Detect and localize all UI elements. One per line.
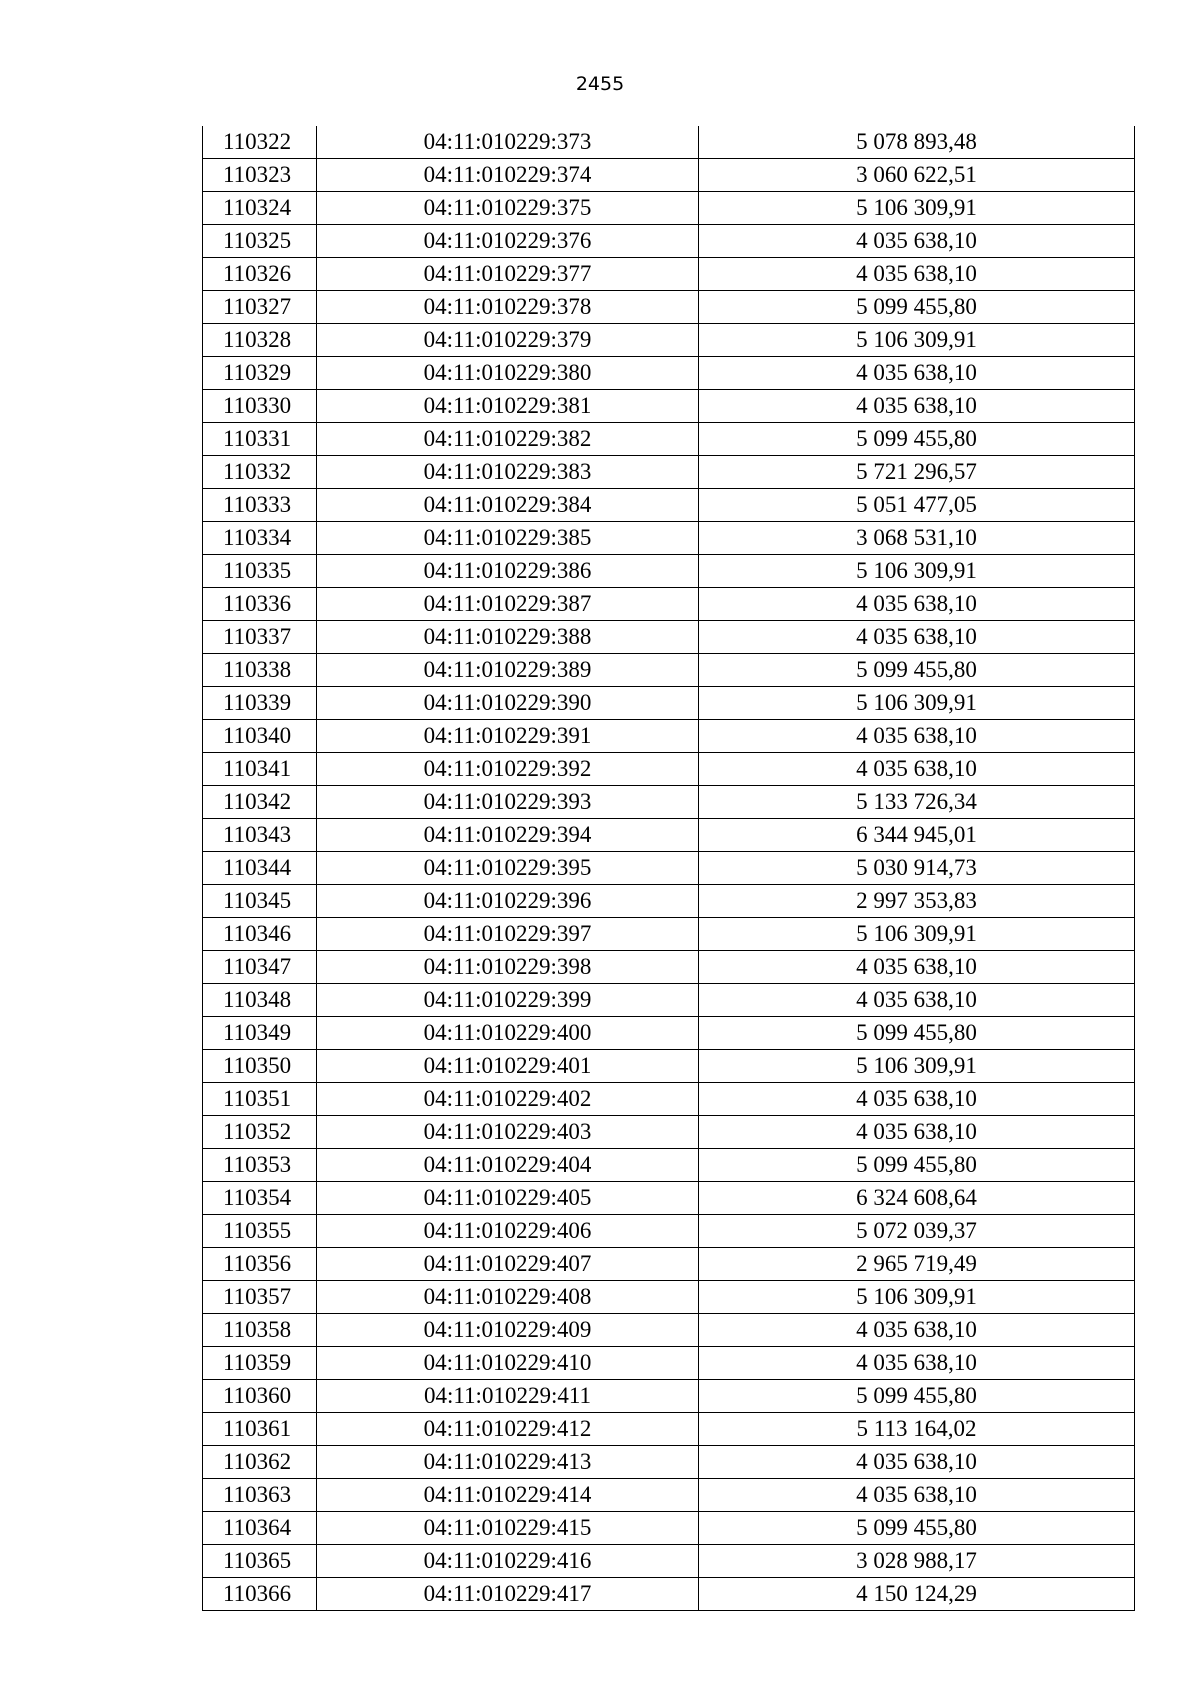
cadastral-value-cell: 4 035 638,10 xyxy=(699,1083,1135,1116)
row-number-cell: 110327 xyxy=(203,291,317,324)
cadastral-number-cell: 04:11:010229:376 xyxy=(317,225,699,258)
cadastral-value-cell: 3 060 622,51 xyxy=(699,159,1135,192)
cadastral-value-cell: 5 106 309,91 xyxy=(699,918,1135,951)
cadastral-value-cell: 5 099 455,80 xyxy=(699,1380,1135,1413)
row-number-cell: 110324 xyxy=(203,192,317,225)
row-number-cell: 110362 xyxy=(203,1446,317,1479)
row-number-cell: 110366 xyxy=(203,1578,317,1611)
cadastral-value-cell: 4 035 638,10 xyxy=(699,1347,1135,1380)
cadastral-value-cell: 4 035 638,10 xyxy=(699,1116,1135,1149)
cadastral-number-cell: 04:11:010229:408 xyxy=(317,1281,699,1314)
cadastral-number-cell: 04:11:010229:400 xyxy=(317,1017,699,1050)
cadastral-number-cell: 04:11:010229:396 xyxy=(317,885,699,918)
cadastral-value-cell: 5 099 455,80 xyxy=(699,1512,1135,1545)
cadastral-number-cell: 04:11:010229:415 xyxy=(317,1512,699,1545)
cadastral-value-cell: 5 099 455,80 xyxy=(699,1017,1135,1050)
cadastral-value-cell: 4 035 638,10 xyxy=(699,258,1135,291)
cadastral-value-cell: 4 035 638,10 xyxy=(699,1479,1135,1512)
table-row xyxy=(203,687,1135,720)
row-number-cell: 110325 xyxy=(203,225,317,258)
row-number-cell: 110348 xyxy=(203,984,317,1017)
cadastral-number-cell: 04:11:010229:394 xyxy=(317,819,699,852)
row-number-cell: 110346 xyxy=(203,918,317,951)
table-row xyxy=(203,324,1135,357)
cadastral-value-cell: 5 030 914,73 xyxy=(699,852,1135,885)
cadastral-number-cell: 04:11:010229:412 xyxy=(317,1413,699,1446)
row-number-cell: 110351 xyxy=(203,1083,317,1116)
cadastral-number-cell: 04:11:010229:398 xyxy=(317,951,699,984)
cadastral-value-cell: 5 106 309,91 xyxy=(699,192,1135,225)
row-number-cell: 110334 xyxy=(203,522,317,555)
row-number-cell: 110358 xyxy=(203,1314,317,1347)
cadastral-number-cell: 04:11:010229:390 xyxy=(317,687,699,720)
cadastral-value-cell: 4 035 638,10 xyxy=(699,1446,1135,1479)
row-number-cell: 110326 xyxy=(203,258,317,291)
cadastral-number-cell: 04:11:010229:411 xyxy=(317,1380,699,1413)
row-number-cell: 110342 xyxy=(203,786,317,819)
table-row xyxy=(203,786,1135,819)
cadastral-value-cell: 4 035 638,10 xyxy=(699,225,1135,258)
row-number-cell: 110328 xyxy=(203,324,317,357)
cadastral-value-cell: 5 099 455,80 xyxy=(699,291,1135,324)
row-number-cell: 110337 xyxy=(203,621,317,654)
cadastral-value-cell: 4 035 638,10 xyxy=(699,753,1135,786)
cadastral-value-cell: 5 721 296,57 xyxy=(699,456,1135,489)
table-row xyxy=(203,1116,1135,1149)
cadastral-value-cell: 6 344 945,01 xyxy=(699,819,1135,852)
row-number-cell: 110335 xyxy=(203,555,317,588)
cadastral-number-cell: 04:11:010229:378 xyxy=(317,291,699,324)
cadastral-number-cell: 04:11:010229:380 xyxy=(317,357,699,390)
table-row xyxy=(203,720,1135,753)
cadastral-value-cell: 4 035 638,10 xyxy=(699,984,1135,1017)
cadastral-number-cell: 04:11:010229:381 xyxy=(317,390,699,423)
cadastral-number-cell: 04:11:010229:409 xyxy=(317,1314,699,1347)
page-number: 2455 xyxy=(575,73,625,95)
cadastral-value-cell: 4 035 638,10 xyxy=(699,951,1135,984)
cadastral-value-cell: 5 099 455,80 xyxy=(699,654,1135,687)
row-number-cell: 110353 xyxy=(203,1149,317,1182)
row-number-cell: 110352 xyxy=(203,1116,317,1149)
row-number-cell: 110344 xyxy=(203,852,317,885)
cadastral-number-cell: 04:11:010229:377 xyxy=(317,258,699,291)
cadastral-number-cell: 04:11:010229:387 xyxy=(317,588,699,621)
table-row xyxy=(203,654,1135,687)
cadastral-number-cell: 04:11:010229:391 xyxy=(317,720,699,753)
table-row xyxy=(203,1050,1135,1083)
cadastral-number-cell: 04:11:010229:375 xyxy=(317,192,699,225)
table-row xyxy=(203,489,1135,522)
table-row xyxy=(203,390,1135,423)
table-body xyxy=(203,126,1135,1611)
table-row xyxy=(203,588,1135,621)
table-row xyxy=(203,1083,1135,1116)
table-row xyxy=(203,159,1135,192)
table-row xyxy=(203,1149,1135,1182)
cadastral-value-cell: 2 997 353,83 xyxy=(699,885,1135,918)
cadastral-number-cell: 04:11:010229:395 xyxy=(317,852,699,885)
table-row xyxy=(203,555,1135,588)
cadastral-value-cell: 5 113 164,02 xyxy=(699,1413,1135,1446)
row-number-cell: 110330 xyxy=(203,390,317,423)
cadastral-value-cell: 5 106 309,91 xyxy=(699,555,1135,588)
table-row xyxy=(203,1347,1135,1380)
cadastral-number-cell: 04:11:010229:410 xyxy=(317,1347,699,1380)
cadastral-value-cell: 6 324 608,64 xyxy=(699,1182,1135,1215)
row-number-cell: 110360 xyxy=(203,1380,317,1413)
cadastral-value-cell: 2 965 719,49 xyxy=(699,1248,1135,1281)
cadastral-number-cell: 04:11:010229:392 xyxy=(317,753,699,786)
cadastral-number-cell: 04:11:010229:373 xyxy=(317,126,699,159)
cadastral-value-cell: 4 035 638,10 xyxy=(699,390,1135,423)
table-row xyxy=(203,192,1135,225)
cadastral-value-cell: 4 150 124,29 xyxy=(699,1578,1135,1611)
row-number-cell: 110345 xyxy=(203,885,317,918)
cadastral-value-cell: 5 078 893,48 xyxy=(699,126,1135,159)
row-number-cell: 110355 xyxy=(203,1215,317,1248)
cadastral-value-cell: 5 106 309,91 xyxy=(699,687,1135,720)
cadastral-number-cell: 04:11:010229:374 xyxy=(317,159,699,192)
cadastral-number-cell: 04:11:010229:403 xyxy=(317,1116,699,1149)
row-number-cell: 110343 xyxy=(203,819,317,852)
cadastral-value-cell: 4 035 638,10 xyxy=(699,621,1135,654)
cadastral-value-cell: 5 072 039,37 xyxy=(699,1215,1135,1248)
table-row xyxy=(203,753,1135,786)
row-number-cell: 110361 xyxy=(203,1413,317,1446)
row-number-cell: 110322 xyxy=(203,126,317,159)
table-row xyxy=(203,1248,1135,1281)
cadastral-number-cell: 04:11:010229:399 xyxy=(317,984,699,1017)
row-number-cell: 110349 xyxy=(203,1017,317,1050)
row-number-cell: 110340 xyxy=(203,720,317,753)
cadastral-value-cell: 5 106 309,91 xyxy=(699,1050,1135,1083)
cadastral-value-cell: 5 099 455,80 xyxy=(699,1149,1135,1182)
table-row xyxy=(203,423,1135,456)
table-row xyxy=(203,126,1135,159)
table-row xyxy=(203,1182,1135,1215)
cadastral-value-cell: 3 028 988,17 xyxy=(699,1545,1135,1578)
row-number-cell: 110339 xyxy=(203,687,317,720)
cadastral-value-cell: 4 035 638,10 xyxy=(699,357,1135,390)
cadastral-number-cell: 04:11:010229:382 xyxy=(317,423,699,456)
cadastral-number-cell: 04:11:010229:383 xyxy=(317,456,699,489)
cadastral-number-cell: 04:11:010229:389 xyxy=(317,654,699,687)
table-row xyxy=(203,1017,1135,1050)
cadastral-value-cell: 3 068 531,10 xyxy=(699,522,1135,555)
row-number-cell: 110357 xyxy=(203,1281,317,1314)
table-row xyxy=(203,1281,1135,1314)
table-row xyxy=(203,456,1135,489)
cadastral-number-cell: 04:11:010229:406 xyxy=(317,1215,699,1248)
cadastral-value-cell: 4 035 638,10 xyxy=(699,588,1135,621)
cadastral-value-cell: 5 106 309,91 xyxy=(699,324,1135,357)
row-number-cell: 110350 xyxy=(203,1050,317,1083)
row-number-cell: 110338 xyxy=(203,654,317,687)
row-number-cell: 110341 xyxy=(203,753,317,786)
table-row xyxy=(203,819,1135,852)
row-number-cell: 110329 xyxy=(203,357,317,390)
cadastral-number-cell: 04:11:010229:386 xyxy=(317,555,699,588)
cadastral-number-cell: 04:11:010229:397 xyxy=(317,918,699,951)
row-number-cell: 110359 xyxy=(203,1347,317,1380)
row-number-cell: 110323 xyxy=(203,159,317,192)
table-row xyxy=(203,885,1135,918)
cadastral-number-cell: 04:11:010229:404 xyxy=(317,1149,699,1182)
table-row xyxy=(203,1479,1135,1512)
cadastral-number-cell: 04:11:010229:379 xyxy=(317,324,699,357)
cadastral-value-cell: 4 035 638,10 xyxy=(699,1314,1135,1347)
cadastral-value-cell: 5 099 455,80 xyxy=(699,423,1135,456)
cadastral-number-cell: 04:11:010229:402 xyxy=(317,1083,699,1116)
table-row xyxy=(203,984,1135,1017)
cadastral-number-cell: 04:11:010229:385 xyxy=(317,522,699,555)
cadastral-number-cell: 04:11:010229:393 xyxy=(317,786,699,819)
row-number-cell: 110364 xyxy=(203,1512,317,1545)
cadastral-value-table xyxy=(202,126,1135,1611)
table-row xyxy=(203,852,1135,885)
cadastral-number-cell: 04:11:010229:401 xyxy=(317,1050,699,1083)
row-number-cell: 110354 xyxy=(203,1182,317,1215)
table-row xyxy=(203,621,1135,654)
table-row xyxy=(203,951,1135,984)
table-row xyxy=(203,1578,1135,1611)
cadastral-number-cell: 04:11:010229:416 xyxy=(317,1545,699,1578)
cadastral-value-cell: 4 035 638,10 xyxy=(699,720,1135,753)
table-row xyxy=(203,918,1135,951)
row-number-cell: 110347 xyxy=(203,951,317,984)
table-row xyxy=(203,1314,1135,1347)
table-row xyxy=(203,1512,1135,1545)
table-row xyxy=(203,1545,1135,1578)
cadastral-number-cell: 04:11:010229:384 xyxy=(317,489,699,522)
cadastral-value-cell: 5 106 309,91 xyxy=(699,1281,1135,1314)
cadastral-number-cell: 04:11:010229:413 xyxy=(317,1446,699,1479)
table-row xyxy=(203,291,1135,324)
cadastral-number-cell: 04:11:010229:417 xyxy=(317,1578,699,1611)
cadastral-number-cell: 04:11:010229:407 xyxy=(317,1248,699,1281)
cadastral-number-cell: 04:11:010229:414 xyxy=(317,1479,699,1512)
row-number-cell: 110331 xyxy=(203,423,317,456)
table-row xyxy=(203,1446,1135,1479)
table-row xyxy=(203,1380,1135,1413)
table-row xyxy=(203,258,1135,291)
table-row xyxy=(203,357,1135,390)
cadastral-value-cell: 5 051 477,05 xyxy=(699,489,1135,522)
row-number-cell: 110333 xyxy=(203,489,317,522)
cadastral-number-cell: 04:11:010229:405 xyxy=(317,1182,699,1215)
row-number-cell: 110356 xyxy=(203,1248,317,1281)
table-row xyxy=(203,1215,1135,1248)
cadastral-value-cell: 5 133 726,34 xyxy=(699,786,1135,819)
table-row xyxy=(203,522,1135,555)
row-number-cell: 110332 xyxy=(203,456,317,489)
row-number-cell: 110336 xyxy=(203,588,317,621)
cadastral-number-cell: 04:11:010229:388 xyxy=(317,621,699,654)
row-number-cell: 110363 xyxy=(203,1479,317,1512)
row-number-cell: 110365 xyxy=(203,1545,317,1578)
table-row xyxy=(203,1413,1135,1446)
table-row xyxy=(203,225,1135,258)
